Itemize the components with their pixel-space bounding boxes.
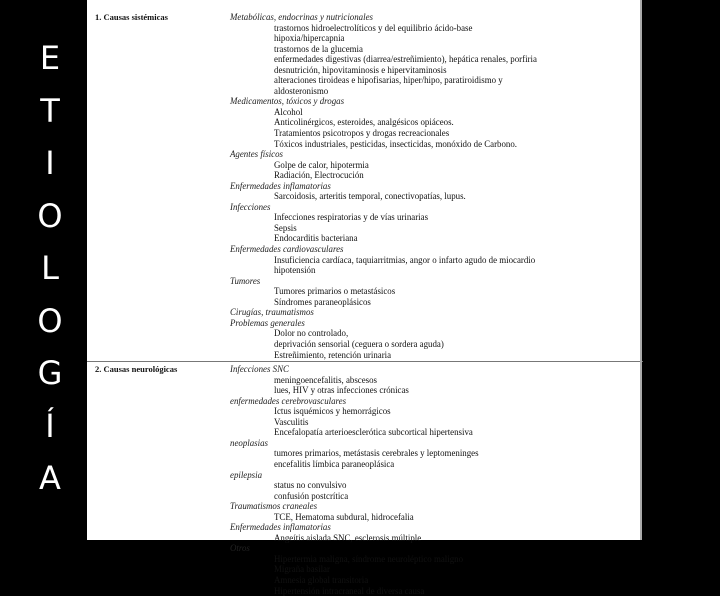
category-heading: Tumores	[230, 275, 261, 286]
list-item: Sepsis	[274, 222, 297, 233]
list-item: confusión postcrítica	[274, 490, 349, 501]
category-heading: Problemas generales	[230, 317, 305, 328]
page-edge	[640, 0, 642, 540]
list-item: Amnesia global transitoria	[274, 574, 369, 585]
title-letter: G	[37, 354, 63, 392]
scanned-document	[87, 0, 641, 596]
title-letter: A	[39, 459, 61, 497]
category-heading: Infecciones SNC	[230, 364, 289, 375]
list-item: Alcohol	[274, 106, 303, 117]
list-item: Ictus isquémicos y hemorrágicos	[274, 406, 391, 417]
category-heading: enfermedades cerebrovasculares	[230, 395, 347, 406]
list-item: enfermedades digestivas (diarrea/estreñimiento), hepática renales, porfiria	[274, 54, 537, 65]
title-letter: I	[45, 144, 55, 182]
title-letter: T	[40, 91, 60, 130]
category-heading: Enfermedades cardiovasculares	[230, 244, 344, 255]
title-letter: E	[39, 39, 61, 77]
list-item: alteraciones tiroideas e hipofisarias, hiper/hipo, paratiroidismo y	[274, 75, 503, 86]
list-item: deprivación sensorial (ceguera o sordera aguda)	[274, 338, 444, 349]
category-heading: Infecciones	[230, 201, 271, 212]
list-item: Radiación, Electrocución	[274, 170, 364, 181]
title-letter: L	[41, 249, 59, 287]
list-item: Dolor no controlado,	[274, 328, 349, 339]
category-heading: Traumatismos craneales	[230, 501, 318, 512]
category-heading: Agentes físicos	[230, 149, 283, 160]
vertical-title	[28, 32, 72, 505]
list-item: Hipertensión intracraneal de diversa causa	[274, 585, 425, 596]
list-item: Tóxicos industriales, pesticidas, insecticidas, monóxido de Carbono.	[274, 138, 518, 149]
list-item: Insuficiencia cardíaca, taquiarritmias, angor o infarto agudo de miocardio	[274, 254, 536, 265]
category-heading: neoplasias	[230, 437, 268, 448]
list-item: Sarcoidosis, arteritis temporal, conectivopatías, lupus.	[274, 191, 466, 202]
list-item: Infecciones respiratorias y de vías urinarias	[274, 212, 429, 223]
list-item: Angeítis aislada SNC, esclerosis múltiple	[274, 532, 422, 543]
list-item: Síndromes paraneoplásicos	[274, 296, 371, 307]
list-item: Migraña basilar	[274, 564, 330, 575]
category-heading: Cirugías, traumatismos	[230, 307, 314, 318]
list-item: desnutrición, hipovitaminosis e hipervitaminosis	[274, 64, 447, 75]
category-heading: Metabólicas, endocrinas y nutricionales	[230, 12, 373, 22]
list-item: aldosteronismo	[274, 85, 329, 96]
category-heading: Medicamentos, tóxicos y drogas	[230, 96, 345, 107]
list-item: encefalitis límbica paraneoplásica	[274, 458, 395, 469]
list-item: Encefalopatía arterioesclerótica subcortical hipertensiva	[274, 427, 473, 438]
document-content	[95, 12, 635, 596]
title-letter: O	[37, 301, 63, 340]
list-item: tumores primarios, metástasis cerebrales y leptomeninges	[274, 448, 479, 459]
list-item: status no convulsivo	[274, 480, 347, 491]
list-item: Tratamientos psicotropos y drogas recreacionales	[274, 128, 450, 139]
section-list	[230, 12, 635, 360]
list-item: Vasculitis	[274, 416, 309, 427]
section-neurological-causes	[95, 364, 635, 596]
section-list	[230, 364, 635, 596]
list-item: meningoencefalitis, abscesos	[274, 374, 378, 385]
list-item: Endocarditis bacteriana	[274, 233, 358, 244]
list-item: trastornos de la glucemia	[274, 43, 363, 54]
list-item: Estreñimiento, retención urinaria	[274, 349, 392, 360]
section-label: 1. Causas sistémicas	[95, 12, 168, 22]
list-item: lues, HIV y otras infecciones crónicas	[274, 385, 409, 396]
list-item: Anticolinérgicos, esteroides, analgésicos opiáceos.	[274, 117, 454, 128]
list-item: hipotensión	[274, 265, 316, 276]
list-item: Hipertermia maligna, síndrome neuroléptico maligno	[274, 553, 464, 564]
category-heading: Enfermedades inflamatorias	[230, 180, 331, 191]
list-item: Golpe de calor, hipotermia	[274, 159, 369, 170]
title-letter: O	[37, 196, 63, 235]
title-letter: Í	[45, 406, 55, 445]
list-item: TCE, Hematoma subdural, hidrocefalia	[274, 511, 414, 522]
category-heading: Otros	[230, 543, 250, 554]
category-heading: Enfermedades inflamatorias	[230, 522, 331, 533]
category-heading: epilepsia	[230, 469, 263, 480]
section-label: 2. Causas neurológicas	[95, 364, 178, 375]
list-item: hipoxia/hipercapnia	[274, 33, 345, 44]
section-systemic-causes	[95, 12, 635, 360]
list-item: trastornos hidroelectrolíticos y del equilibrio ácido-base	[274, 22, 473, 33]
list-item: Tumores primarios o metastásicos	[274, 286, 396, 297]
